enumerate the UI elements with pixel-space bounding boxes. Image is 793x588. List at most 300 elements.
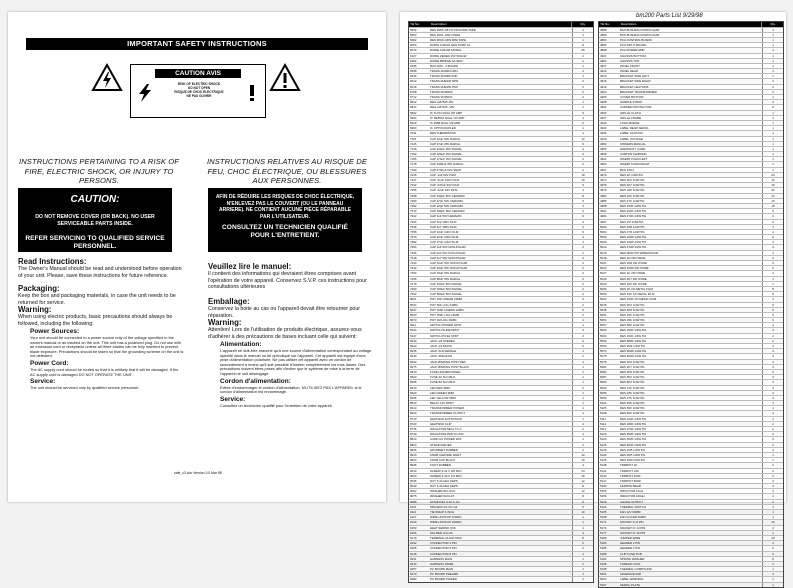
part-number-cell: 8223 <box>410 344 417 349</box>
description-cell: CAP 150uF 50V RADIAL <box>430 281 463 286</box>
table-row <box>409 452 593 457</box>
table-row <box>599 571 783 576</box>
part-number-cell: 5168 <box>600 515 607 520</box>
table-row <box>409 504 593 509</box>
table-row <box>599 167 783 172</box>
part-number-cell: 5015 <box>600 250 607 255</box>
quantity-cell: 2 <box>762 432 783 436</box>
part-number-cell: 7268 <box>410 193 417 198</box>
part-number-cell: 7126 <box>410 141 417 146</box>
part-number-cell: 4904 <box>600 58 607 63</box>
table-row <box>599 519 783 524</box>
description-cell: CAP .047uF 63V FILM <box>430 183 460 188</box>
table-row <box>599 478 783 483</box>
table-row <box>599 556 783 561</box>
description-cell: CAP 22nF 100V FILM <box>430 235 459 240</box>
description-cell: PC BOARD MAIN <box>430 567 454 572</box>
part-number-cell: 9257 <box>410 567 417 572</box>
quantity-cell: 4 <box>762 406 783 410</box>
quantity-cell: 6 <box>572 500 593 504</box>
quantity-cell: 6 <box>762 235 783 239</box>
part-number-cell: 4946 <box>600 131 607 136</box>
quantity-cell: 1 <box>572 572 593 576</box>
table-row <box>409 208 593 213</box>
part-number-cell: 6107 <box>410 53 417 58</box>
table-row <box>599 338 783 343</box>
table-row <box>599 78 783 83</box>
table-row <box>409 78 593 83</box>
part-number-cell: 8823 <box>410 442 417 447</box>
part-number-cell: 6538 <box>410 69 417 74</box>
table-row <box>599 400 783 405</box>
part-number-cell: 4910 <box>600 69 607 74</box>
part-number-cell: 4970 <box>600 172 607 177</box>
part-number-cell: 4988 <box>600 203 607 208</box>
quantity-cell: 2 <box>762 463 783 467</box>
description-cell: RES 470K 1/4W 5% <box>620 214 647 219</box>
description-cell: TRANS MJE350 PNP <box>430 84 458 89</box>
description-cell: THREAD LOCK <box>620 561 641 566</box>
quantity-cell: 6 <box>762 308 783 312</box>
table-row <box>409 224 593 229</box>
description-cell: RES 1M 1/4W 5% <box>620 219 644 224</box>
part-number-cell: 4888 <box>600 27 607 32</box>
description-cell: RES 10K 1/4W 5% <box>620 188 645 193</box>
description-cell: RES 39K 1/4W 5% <box>620 401 645 406</box>
part-number-cell: 5057 <box>600 323 607 328</box>
quantity-cell: 1 <box>762 567 783 571</box>
part-number-cell: 4922 <box>600 89 607 94</box>
table-row <box>599 255 783 260</box>
part-number-cell: 5111 <box>600 416 607 421</box>
quantity-cell: 1 <box>572 59 593 63</box>
description-cell: RES 22K 1/4W 5% <box>620 193 645 198</box>
description-cell: NUT 6-32 HEX KEPS <box>430 478 458 483</box>
description-cell: RES 2R21 10W OXIDE <box>430 32 461 37</box>
part-number-cell: 8047 <box>410 307 417 312</box>
table-row <box>599 436 783 441</box>
description-cell: RES 560K 1/4W 5% <box>620 437 647 442</box>
quantity-cell: 1 <box>572 406 593 410</box>
description-cell: RES 560R 1/4W 5% <box>620 349 647 354</box>
table-row <box>409 551 593 556</box>
part-number-cell: 6618 <box>410 84 417 89</box>
table-row <box>409 410 593 415</box>
table-body <box>599 27 783 587</box>
description-cell: RES 10R 1/2W 5% <box>620 224 645 229</box>
quantity-cell: 6 <box>572 199 593 203</box>
table-row <box>409 302 593 307</box>
description-cell: LED RED 3MM <box>430 385 450 390</box>
table-row <box>409 239 593 244</box>
part-number-cell: 5532 <box>410 27 417 32</box>
quantity-cell: 6 <box>762 209 783 213</box>
table-row <box>599 462 783 467</box>
part-number-cell: 9062 <box>410 489 417 494</box>
part-number-cell: 5102 <box>600 401 607 406</box>
quantity-cell: 1 <box>572 100 593 104</box>
table-row <box>409 244 593 249</box>
french-read-section: Veuillez lire le manuel: Il contient des informations qui devraient êtres comprises avant l'opération de votre appareil. Conservez S.V.P. ces instructions pour consultations ultérieures <box>208 262 367 290</box>
description-cell: CARTON SHIPPING <box>620 152 647 157</box>
table-row <box>599 551 783 556</box>
table-row <box>409 151 593 156</box>
table-row <box>409 571 593 576</box>
table-row <box>599 136 783 141</box>
table-row <box>409 281 593 286</box>
table-row <box>599 582 783 587</box>
quantity-cell: 1 <box>572 437 593 441</box>
description-cell: RES 15K 1/4W 5% <box>620 312 645 317</box>
quantity-cell: 1 <box>762 121 783 125</box>
exclamation-warning-icon <box>270 64 300 91</box>
part-number-cell: 7242 <box>410 183 417 188</box>
part-number-cell: 7152 <box>410 152 417 157</box>
part-number-cell: 7310 <box>410 209 417 214</box>
description-cell: RES 47R 1/2W 5% <box>620 229 645 234</box>
description-cell: JACK BINDING POST RED <box>430 359 466 364</box>
table-row <box>599 509 783 514</box>
description-cell: CAP 100pF 50V CERAMIC <box>430 193 465 198</box>
part-number-cell: 9049 <box>410 484 417 489</box>
part-number-cell: 4895 <box>600 43 607 48</box>
quantity-cell: 2 <box>572 546 593 550</box>
table-row <box>409 229 593 234</box>
quantity-cell: 1 <box>762 458 783 462</box>
part-number-cell: 8836 <box>410 447 417 452</box>
part-number-cell: 5054 <box>600 318 607 323</box>
part-number-cell: 7442 <box>410 266 417 271</box>
table-row <box>599 151 783 156</box>
part-number-cell: 4898 <box>600 48 607 53</box>
table-row <box>409 556 593 561</box>
table-row <box>409 250 593 255</box>
part-number-cell: 4982 <box>600 193 607 198</box>
table-row <box>599 58 783 63</box>
part-number-cell: 8436 <box>410 395 417 400</box>
part-number-cell: 6910 <box>410 120 417 125</box>
description-cell: CAP .22uF 63V FILM <box>430 188 458 193</box>
quantity-cell: 12 <box>572 479 593 483</box>
part-number-cell: 5030 <box>600 276 607 281</box>
table-row <box>409 483 593 488</box>
parts-list-title: bm200 Parts List 9/29/98 <box>636 13 703 19</box>
part-number-cell: 5081 <box>600 364 607 369</box>
part-number-cell: 4913 <box>600 74 607 79</box>
description-cell: BRACKET TRANSFORMER <box>620 89 657 94</box>
part-number-cell: 8623 <box>410 411 417 416</box>
description-cell: TERMINAL QUICK DISC <box>430 535 463 540</box>
description-cell: RES 0R22 5W WIREWOUND <box>620 250 659 255</box>
part-number-cell: 8124 <box>410 328 417 333</box>
table-row <box>599 561 783 566</box>
quantity-cell: 2 <box>762 261 783 265</box>
description-cell: WARRANTY CARD <box>620 146 646 151</box>
part-number-cell: 4919 <box>600 84 607 89</box>
table-row <box>599 276 783 281</box>
description-cell: CAP 47pF 50V CERAMIC <box>430 198 464 203</box>
part-number-cell: 7490 <box>410 286 417 291</box>
table-row <box>409 27 593 32</box>
description-cell: HARNESS MAIN <box>430 556 453 561</box>
description-cell: TRANS 2N3904 NPN <box>430 69 458 74</box>
part-number-cell: 6455 <box>410 63 417 68</box>
part-number-cell: 8710 <box>410 416 417 421</box>
table-row <box>599 327 783 332</box>
description-cell: RES 18K 1/4W 5% <box>620 390 645 395</box>
part-number-cell: 4976 <box>600 183 607 188</box>
quantity-cell: 2 <box>762 344 783 348</box>
description-cell: DIODE ZENER 15V 500mW <box>430 53 467 58</box>
part-number-cell: 5072 <box>600 349 607 354</box>
quantity-cell: 1 <box>762 59 783 63</box>
description-cell: BRACKET HEATSINK <box>620 84 649 89</box>
description-cell: POT 50K LOG 24MM <box>430 302 458 307</box>
table-row <box>409 182 593 187</box>
part-number-cell: 5147 <box>600 478 607 483</box>
table-row <box>599 68 783 73</box>
part-number-cell: 9101 <box>410 504 417 509</box>
english-caution-heading: CAUTION: <box>70 194 120 205</box>
quantity-cell: 2 <box>572 292 593 296</box>
quantity-cell: 2 <box>762 427 783 431</box>
part-number-cell: 8262 <box>410 359 417 364</box>
part-number-cell: 5108 <box>600 411 607 416</box>
quantity-cell: 1 <box>762 510 783 514</box>
description-cell: PCA CONTROL BOARD <box>620 37 652 42</box>
quantity-cell: 1 <box>572 370 593 374</box>
table-row <box>599 270 783 275</box>
description-cell: RES 27K 1/4W 5% <box>620 395 645 400</box>
part-number-cell: 9244 <box>410 561 417 566</box>
description-cell: RES 4K7 1/4W 5% <box>620 183 645 188</box>
description-cell: TRIMPOT 100K <box>620 473 641 478</box>
description-cell: IC NE5532 DUAL OP AMP <box>430 115 465 120</box>
quantity-cell: 4 <box>762 297 783 301</box>
table-row <box>599 198 783 203</box>
quantity-cell: 8 <box>572 494 593 498</box>
description-cell: WIRE HOOKUP 18AWG <box>430 520 462 525</box>
quantity-cell: 6 <box>572 111 593 115</box>
quantity-cell: 2 <box>572 354 593 358</box>
quantity-cell: 4 <box>762 245 783 249</box>
description-cell: HEATSINK EXTRUSION <box>430 416 462 421</box>
quantity-cell: 4 <box>572 235 593 239</box>
table-row <box>409 161 593 166</box>
table-row <box>599 260 783 265</box>
quantity-cell: 2 <box>572 95 593 99</box>
part-number-cell: 4934 <box>600 110 607 115</box>
quantity-cell: 6 <box>762 220 783 224</box>
quantity-cell: 1 <box>762 168 783 172</box>
part-number-cell: 5090 <box>600 380 607 385</box>
english-read-section: Read Instructions: The Owner's Manual should be read and understood before operation of your unit. Please, save these instructions for future reference. <box>18 257 182 279</box>
quantity-cell: 6 <box>762 313 783 317</box>
part-number-cell: 6814 <box>410 105 417 110</box>
description-cell: FAN GUARD 60MM <box>620 515 646 520</box>
quantity-cell: 1 <box>762 69 783 73</box>
french-avis-box <box>208 188 362 252</box>
quantity-cell: 4 <box>762 251 783 255</box>
part-number-cell: 8336 <box>410 380 417 385</box>
description-cell: RES 220K 1/4W 5% <box>620 209 647 214</box>
table-row <box>409 390 593 395</box>
quantity-cell: 1 <box>762 453 783 457</box>
quantity-cell: 2 <box>572 303 593 307</box>
part-number-cell: 5126 <box>600 442 607 447</box>
part-number-cell: 7190 <box>410 167 417 172</box>
table-row <box>409 576 593 581</box>
description-cell: POT 250K LOG 16MM <box>430 312 460 317</box>
description-cell: LABEL CAUTION <box>620 131 643 136</box>
quantity-cell: 1 <box>572 64 593 68</box>
quantity-cell: 2 <box>572 282 593 286</box>
part-number-cell: 5141 <box>600 468 607 473</box>
description-cell: CAP 22uF 50V NON-POLAR <box>430 266 468 271</box>
quantity-cell: 6 <box>572 230 593 234</box>
part-number-cell: 8923 <box>410 458 417 463</box>
quantity-cell: 4 <box>572 339 593 343</box>
description-cell: RES 100R 2W OXIDE <box>620 266 649 271</box>
part-number-cell: 5186 <box>600 546 607 551</box>
table-row <box>599 120 783 125</box>
quantity-cell: 8 <box>572 194 593 198</box>
quantity-cell: 2 <box>572 245 593 249</box>
table-row <box>409 545 593 550</box>
table-row <box>409 395 593 400</box>
quantity-cell: 1 <box>762 43 783 47</box>
table-row <box>409 379 593 384</box>
quantity-cell: 4 <box>762 375 783 379</box>
quantity-cell: 2 <box>572 266 593 270</box>
description-cell: LABEL REAR SERIAL <box>620 126 649 131</box>
part-number-cell: 5207 <box>600 582 607 587</box>
part-number-cell: 5018 <box>600 255 607 260</box>
part-number-cell: 5066 <box>600 338 607 343</box>
quantity-cell: 4 <box>572 188 593 192</box>
part-number-cell: 9023 <box>410 473 417 478</box>
quantity-cell: 8 <box>572 484 593 488</box>
description-cell: RES 1M5 1/4W 5% <box>620 447 645 452</box>
part-number-cell: 9179 <box>410 535 417 540</box>
part-number-cell: 5039 <box>600 292 607 297</box>
table-row <box>599 493 783 498</box>
description-cell: FOOT RUBBER <box>430 463 451 468</box>
description-cell: HEAT SHRINK 3/16 <box>430 525 456 530</box>
quantity-cell: 1 <box>762 90 783 94</box>
quantity-cell: 1 <box>762 54 783 58</box>
part-number-cell: 4925 <box>600 95 607 100</box>
table-row <box>409 509 593 514</box>
table-row <box>409 104 593 109</box>
quantity-cell: 1 <box>762 131 783 135</box>
table-row <box>599 468 783 473</box>
table-row <box>409 359 593 364</box>
english-caution-box <box>18 188 172 252</box>
table-row <box>409 525 593 530</box>
table-row <box>409 566 593 571</box>
description-cell: TRIMPOT 1K <box>620 463 638 468</box>
part-number-cell: 4890 <box>600 32 607 37</box>
quantity-cell: 26 <box>572 48 593 52</box>
description-cell: RES THERMISTOR <box>430 131 456 136</box>
part-number-cell: 8021 <box>410 297 417 302</box>
description-cell: TRANSFORMER OUTPUT <box>430 411 466 416</box>
part-number-cell: 9166 <box>410 530 417 535</box>
quantity-cell: 4 <box>572 463 593 467</box>
quantity-cell: 2 <box>572 541 593 545</box>
part-number-cell: 9127 <box>410 515 417 520</box>
quantity-cell: 10 <box>762 199 783 203</box>
english-refer-text: REFER SERVICING TO QUALIFIED SERVICE PERSONNEL. <box>25 235 165 251</box>
table-row <box>599 395 783 400</box>
description-cell: RES 150K 1/4W 5% <box>620 328 647 333</box>
description-cell: FERRITE BEAD <box>620 484 642 489</box>
quantity-cell: 2 <box>762 266 783 270</box>
table-row <box>599 343 783 348</box>
description-cell: RES 68K 1/4W 5% <box>620 323 645 328</box>
description-cell: CONNECTOR 8 PIN <box>430 551 457 556</box>
quantity-cell: 1 <box>572 417 593 421</box>
quantity-cell: 1 <box>572 28 593 32</box>
description-cell: REG LM7915 -15V <box>430 105 455 110</box>
part-number-cell: 6708 <box>410 89 417 94</box>
part-number-cell: 5063 <box>600 333 607 338</box>
description-cell: TIE WRAP 4 INCH <box>430 510 455 515</box>
table-row <box>599 535 783 540</box>
part-number-cell: 8610 <box>410 406 417 411</box>
table-row <box>599 302 783 307</box>
table-row <box>599 379 783 384</box>
part-number-cell: 7280 <box>410 198 417 203</box>
description-cell: CORNER PROTECTOR <box>620 105 652 110</box>
part-number-cell: 5033 <box>600 281 607 286</box>
quantity-cell: 8 <box>762 287 783 291</box>
description-cell: SCREW 4-40 X 1/4 PAN <box>430 473 462 478</box>
part-number-cell: 6050 <box>410 43 417 48</box>
quantity-cell: 20 <box>762 536 783 540</box>
quantity-cell: 1 <box>572 360 593 364</box>
description-cell: SOCKET IC 14 PIN <box>620 525 646 530</box>
table-row <box>409 32 593 37</box>
quantity-cell: 2 <box>762 100 783 104</box>
table-row <box>409 89 593 94</box>
part-number-cell: 4994 <box>600 214 607 219</box>
table-row <box>409 317 593 322</box>
table-row <box>599 239 783 244</box>
table-row <box>599 208 783 213</box>
part-number-cell: 7165 <box>410 157 417 162</box>
description-cell: RES 47K 1/4W 5% <box>620 198 645 203</box>
description-cell: KNOB CAP BLACK <box>430 458 456 463</box>
table-row <box>599 27 783 32</box>
description-cell: BAS BUSHING DOWN D EAR <box>620 32 660 37</box>
description-cell: CAP 1000uF 35V RADIAL <box>430 162 464 167</box>
table-row <box>409 53 593 58</box>
table-row <box>409 416 593 421</box>
part-number-cell: 4907 <box>600 63 607 68</box>
table-row <box>409 426 593 431</box>
part-number-cell: 5135 <box>600 458 607 463</box>
table-row <box>599 125 783 130</box>
table-row <box>599 530 783 535</box>
description-cell: RES 5K6 1/4W 5% <box>620 375 645 380</box>
french-avis-text: AFIN DE RÉDUIRE LES RISQUES DE CHOC ÉLECTRIQUE, N'ENLEVEZ PAS LE COUVERT (OU LE PANNEAU ARRIERE). NE CONTIENT AUCUNE PIÈCE RÉPARABLE PAR L'UTILISATEUR. <box>215 194 355 220</box>
part-number-cell: 8423 <box>410 390 417 395</box>
quantity-cell: 14 <box>762 194 783 198</box>
description-cell: STANDOFF 6-32 X 1/2 <box>430 499 460 504</box>
description-cell: RES 10K 2W OXIDE <box>620 281 647 286</box>
